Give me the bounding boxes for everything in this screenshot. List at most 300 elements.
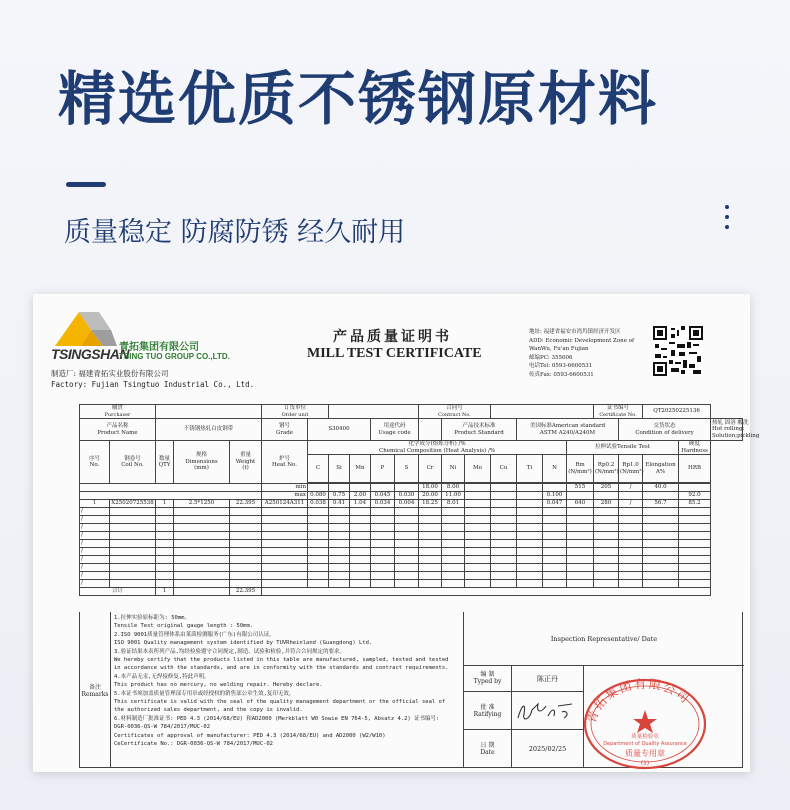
blank-cell [465,532,491,540]
blank-cell [594,516,619,524]
element-si: Si [329,455,350,483]
row-value: 0.004 [395,500,419,508]
remark-line: This product has no mercury, no welding repair. Hereby declare. [114,682,323,689]
blank-cell [110,532,156,540]
blank-cell [156,508,174,516]
certificate-title-cn: 产品质量证明书 [333,329,452,345]
col-heat [262,441,308,484]
min-label: min [262,484,308,492]
company-name-en: TSING TUO GROUP CO.,LTD. [119,352,230,361]
blank-cell [395,524,419,532]
blank-cell [230,516,262,524]
postcode: 邮编PC: 355006 [529,354,573,361]
blank-cell [643,564,679,572]
elongation-label: Elongation [645,462,676,468]
blank-cell [308,532,329,540]
rm-label: Rm [575,462,585,468]
manufacturer-en: Factory: Fujian Tsingtuo Industrial Co., Ltd. [51,380,255,389]
order-unit-en: Order unit [281,411,309,418]
total-label: 合计 [80,588,156,596]
rp02-unit: (N/mm²) [595,468,619,475]
empty-cell [262,588,711,596]
hero-title: 精选优质不锈钢原材料 [58,65,659,133]
blank-cell [230,580,262,588]
weight-en: Weight [235,458,256,465]
blank-cell [594,524,619,532]
blank-cell [419,508,442,516]
blank-cell: / [80,556,110,564]
blank-cell [371,508,395,516]
blank-cell [543,508,567,516]
blank-cell [395,556,419,564]
blank-cell [491,556,517,564]
blank-cell [156,532,174,540]
blank-row [80,540,743,548]
max-value [643,492,679,500]
usage-code-en: Usage code [378,429,411,436]
blank-cell [643,580,679,588]
remark-line: Certificates of approval of manufacturer: PED 4.3 (2014/68/EU) and AD2000 (W2/W10) [114,732,386,739]
blank-cell [371,564,395,572]
row-value: / [619,500,643,508]
blank-cell [156,516,174,524]
row-value: 0.038 [308,500,329,508]
blank-cell [371,532,395,540]
grade-label [262,419,308,441]
blank-cell [371,540,395,548]
row-dimensions: 2.5*1250 [174,500,230,508]
blank-cell [679,508,711,516]
min-value: 515 [567,484,594,492]
blank-cell [308,572,329,580]
blank-cell [419,540,442,548]
blank-cell [517,516,543,524]
blank-cell [465,564,491,572]
rp10-label: Rp1.0 [622,462,639,468]
svg-text:青拓集团有限公司 [583,677,693,725]
remark-line: 4.本产品无汞,无焊接修复,特此声明。 [114,673,210,680]
remark-line: Tensile Test original gauge length : 50mm. [114,623,254,630]
blank-cell [517,556,543,564]
blank-cell [395,564,419,572]
chem-title-cn: 化学成分(熔炼分析) /% [408,441,466,447]
tensile-rp10 [619,455,643,483]
coil-cn: 钢卷号 [124,455,141,462]
delivery-value-3: Solution;pickling [712,432,760,439]
blank-cell [350,564,371,572]
blank-cell [156,524,174,532]
blank-cell: / [80,508,110,516]
certificate-table [79,404,760,596]
blank-cell [442,540,465,548]
blank-cell [395,580,419,588]
blank-cell [110,548,156,556]
blank-cell [567,556,594,564]
min-value [543,484,567,492]
remark-line: 1.拉伸实验原标距为: 50mm。 [114,615,190,621]
row-value: 640 [567,500,594,508]
remarks-label-cn: 备注 [88,683,101,691]
blank-cell [442,516,465,524]
blank-cell [517,540,543,548]
contract-en: Contract No. [438,411,471,418]
remark-line: This certificate is valid with the seal of the quality management department or the official seal of [114,699,446,706]
seq-en: No. [89,462,100,468]
brand-wordmark: TSINGSHAN [51,346,129,362]
min-value [371,484,395,492]
seal-bottom: 质量专用章 [625,749,665,758]
blank-cell [174,508,230,516]
blank-cell [230,556,262,564]
blank-cell [619,580,643,588]
blank-cell [174,540,230,548]
total-qty: 1 [156,588,174,596]
blank-cell [491,548,517,556]
blank-cell [679,516,711,524]
remark-line: the authorized sales department, and the copy is invalid. [114,707,303,714]
blank-cell [517,580,543,588]
blank-cell [110,572,156,580]
max-value: 2.00 [350,492,371,500]
row-value: 0.41 [329,500,350,508]
blank-cell [517,532,543,540]
purchaser-en: Purchaser [104,411,131,418]
blank-cell [110,540,156,548]
blank-cell: / [80,540,110,548]
max-value: 0.100 [543,492,567,500]
row-seq: 1 [80,500,110,508]
empty-cell [419,419,442,441]
blank-cell [395,516,419,524]
tensile-test-header: 拉伸试验Tensile Test [567,441,679,455]
blank-cell [491,564,517,572]
blank-cell [350,540,371,548]
seal-mid-en: Department of Quality Assurance [603,741,687,747]
remark-line: in accordance with the standards, and are in conformity with the standards and contract requirements. [114,665,449,672]
blank-cell [329,516,350,524]
blank-cell [643,532,679,540]
seq-cn: 序号 [88,455,100,462]
blank-cell [543,564,567,572]
blank-cell [156,556,174,564]
blank-cell [174,564,230,572]
blank-row [80,556,743,564]
chemical-composition-header [308,441,567,455]
blank-cell [419,556,442,564]
product-standard-label [442,419,517,441]
blank-cell [442,580,465,588]
blank-cell [419,516,442,524]
blank-cell [419,524,442,532]
delivery-value-1: 热轧 固溶 酸洗 [712,419,749,426]
blank-cell: / [80,524,110,532]
blank-cell [465,548,491,556]
max-value: 0.045 [371,492,395,500]
blank-cell [643,556,679,564]
blank-cell [643,524,679,532]
inspection-representative: Inspection Representative/ Date [463,612,744,666]
blank-cell [350,524,371,532]
blank-cell [517,548,543,556]
blank-cell [465,508,491,516]
blank-cell [308,516,329,524]
date-cn: 日 期 [480,742,495,749]
blank-cell [329,548,350,556]
heat-cn: 炉号 [278,455,290,462]
blank-row [80,508,743,516]
min-value: / [619,484,643,492]
blank-cell [230,508,262,516]
grade-value: S30400 [308,419,371,441]
blank-cell [262,524,308,532]
blank-cell [619,572,643,580]
blank-cell [371,556,395,564]
blank-cell: / [80,580,110,588]
empty-cell [491,405,594,419]
row-qty: 1 [156,500,174,508]
tensile-elongation [643,455,679,483]
min-value [465,484,491,492]
purchaser-label [80,405,156,419]
blank-row [80,532,743,540]
blank-cell [619,516,643,524]
hardness-hrb: HRB [679,455,711,483]
col-dimensions [174,441,230,484]
min-value: 8.00 [442,484,465,492]
blank-cell [491,524,517,532]
blank-cell [156,548,174,556]
blank-cell [567,516,594,524]
blank-cell [643,572,679,580]
date-label [464,730,512,768]
telephone: 电话Tel: 0593-6600531 [529,363,593,369]
blank-cell [262,516,308,524]
mill-test-certificate [33,294,760,772]
blank-cell [419,580,442,588]
max-value [594,492,619,500]
typed-by-value: 陈正丹 [512,666,584,692]
blank-cell [679,532,711,540]
blank-cell [567,564,594,572]
handwritten-signature [512,692,584,730]
remark-line: CeCertificate No.: DGR-0036-QS-W 784/2017/MUC-02 [114,741,273,748]
qty-en: QTY [158,462,171,468]
blank-cell [679,540,711,548]
standard-en: Product Standard [454,429,504,436]
remark-line: 2.ISO 9001质量管理体系由莱茵检测服务(广东)有限公司认证。 [114,631,275,638]
blank-cell [262,532,308,540]
delivery-label [619,419,711,441]
blank-cell [442,524,465,532]
blank-cell [619,524,643,532]
blank-row [80,572,743,580]
row-value: 85.2 [679,500,711,508]
elongation-unit: A% [655,468,666,475]
blank-cell: / [80,516,110,524]
address-line: ADD: Economic Development Zone of WanWu, Fu'an Fujian [529,337,635,352]
grade-cn: 钢号 [278,423,290,429]
blank-cell: / [80,532,110,540]
max-value [517,492,543,500]
max-value [567,492,594,500]
ratify-signature [512,692,584,730]
blank-cell [308,524,329,532]
blank-cell [465,524,491,532]
blank-cell [308,564,329,572]
blank-cell [174,548,230,556]
product-name-value: 不锈钢热轧白皮钢带 [156,419,262,441]
min-value [329,484,350,492]
blank-cell [619,532,643,540]
rp10-unit: (N/mm²) [620,468,644,475]
remark-line: 3.验证结果本表所列产品,均经检验遵守合同规定,制造、试验和检验,并符合合同规定的要求。 [114,648,346,655]
standard-cn: 产品技术标准 [462,423,496,429]
row-heat: A250124A311 [262,500,308,508]
max-value: 11.00 [442,492,465,500]
blank-cell [543,548,567,556]
tensile-rm [567,455,594,483]
seal-outer-text: 青拓集团有限公司 [584,676,694,725]
element-mo: Mo [465,455,491,483]
max-value: 0.030 [395,492,419,500]
blank-cell [679,580,711,588]
min-value [491,484,517,492]
blank-cell [329,564,350,572]
remark-line: DGR-0036-QS-W 784/2017/MUC-02 [114,724,211,731]
row-value: 280 [594,500,619,508]
blank-cell [174,524,230,532]
contract-cn: 合同号 [446,405,463,411]
blank-cell [174,532,230,540]
fax: 传真Fax: 0593-6600531 [529,371,594,378]
blank-cell [329,524,350,532]
dim-cn: 规格 [195,452,207,459]
blank-cell [679,556,711,564]
blank-cell [395,572,419,580]
col-coil [110,441,156,484]
hero-subtitle: 质量稳定 防腐防锈 经久耐用 [64,217,406,248]
max-value: 20.00 [419,492,442,500]
blank-cell [110,580,156,588]
hardness-header [679,441,711,455]
delivery-value [711,419,760,441]
dim-en: Dimensions [185,458,218,465]
blank-cell [262,540,308,548]
total-weight: 22.395 [230,588,262,596]
blank-cell [419,572,442,580]
blank-cell [679,572,711,580]
max-value: 92.0 [679,492,711,500]
row-value: 8.01 [442,500,465,508]
product-name-cn: 产品名称 [106,423,129,429]
typed-by-label [464,666,512,692]
coil-en: Coil No. [121,462,144,468]
min-value [679,484,711,492]
blank-row [80,580,743,588]
blank-cell [594,548,619,556]
contract-label [419,405,491,419]
blank-cell [517,508,543,516]
certificate-no-value: QT20250225136 [643,405,711,419]
blank-row [80,516,743,524]
blank-cell [679,548,711,556]
blank-cell [491,516,517,524]
order-unit-label [262,405,329,419]
min-value [395,484,419,492]
row-value: 0.047 [543,500,567,508]
min-value: 40.0 [643,484,679,492]
blank-cell [567,548,594,556]
blank-cell [230,524,262,532]
purchaser-cn: 購貨 [111,405,123,411]
blank-cell [395,540,419,548]
blank-cell [567,540,594,548]
chem-title-en: Chemical Composition (Heat Analysis) /% [378,447,496,454]
official-seal-icon [581,676,709,772]
typed-cn: 编 制 [480,671,495,678]
certificate-title-en: MILL TEST CERTIFICATE [307,346,482,361]
cert-no-cn: 证书编号 [607,405,630,411]
min-value [517,484,543,492]
blank-cell [230,572,262,580]
blank-cell [491,532,517,540]
blank-cell [442,556,465,564]
empty-cell [174,588,230,596]
more-icon[interactable] [722,205,732,235]
accent-dash [66,182,106,187]
max-label: max [262,492,308,500]
element-cu: Cu [491,455,517,483]
certificate-no-label [594,405,643,419]
blank-cell [230,540,262,548]
max-value: 0.75 [329,492,350,500]
blank-cell [350,548,371,556]
min-value [308,484,329,492]
ratify-en: Ratifying [473,711,502,718]
blank-cell [350,508,371,516]
blank-cell [395,508,419,516]
blank-cell [543,540,567,548]
blank-cell [156,580,174,588]
product-name-en: Product Name [97,429,138,436]
hardness-en: Hardness [681,447,708,454]
row-value: 0.034 [371,500,395,508]
blank-cell [156,572,174,580]
blank-cell [442,532,465,540]
blank-cell [419,532,442,540]
element-cr: Cr [419,455,442,483]
seal-number: (1) [640,760,650,767]
blank-cell [619,548,643,556]
element-ti: Ti [517,455,543,483]
blank-cell [567,572,594,580]
col-weight [230,441,262,484]
usage-code-label [371,419,419,441]
heat-en: Heat No. [271,462,298,468]
blank-cell [594,572,619,580]
blank-cell [567,580,594,588]
blank-cell: / [80,564,110,572]
product-name-label [80,419,156,441]
row-value: 18.25 [419,500,442,508]
element-s: S [395,455,419,483]
rm-unit: (N/mm²) [568,468,592,475]
blank-cell [491,540,517,548]
address-line: 地址: 福建省福安市湾坞镇经济开发区 [529,329,621,335]
remarks-label [80,612,111,767]
max-value: 0.080 [308,492,329,500]
blank-cell [230,548,262,556]
